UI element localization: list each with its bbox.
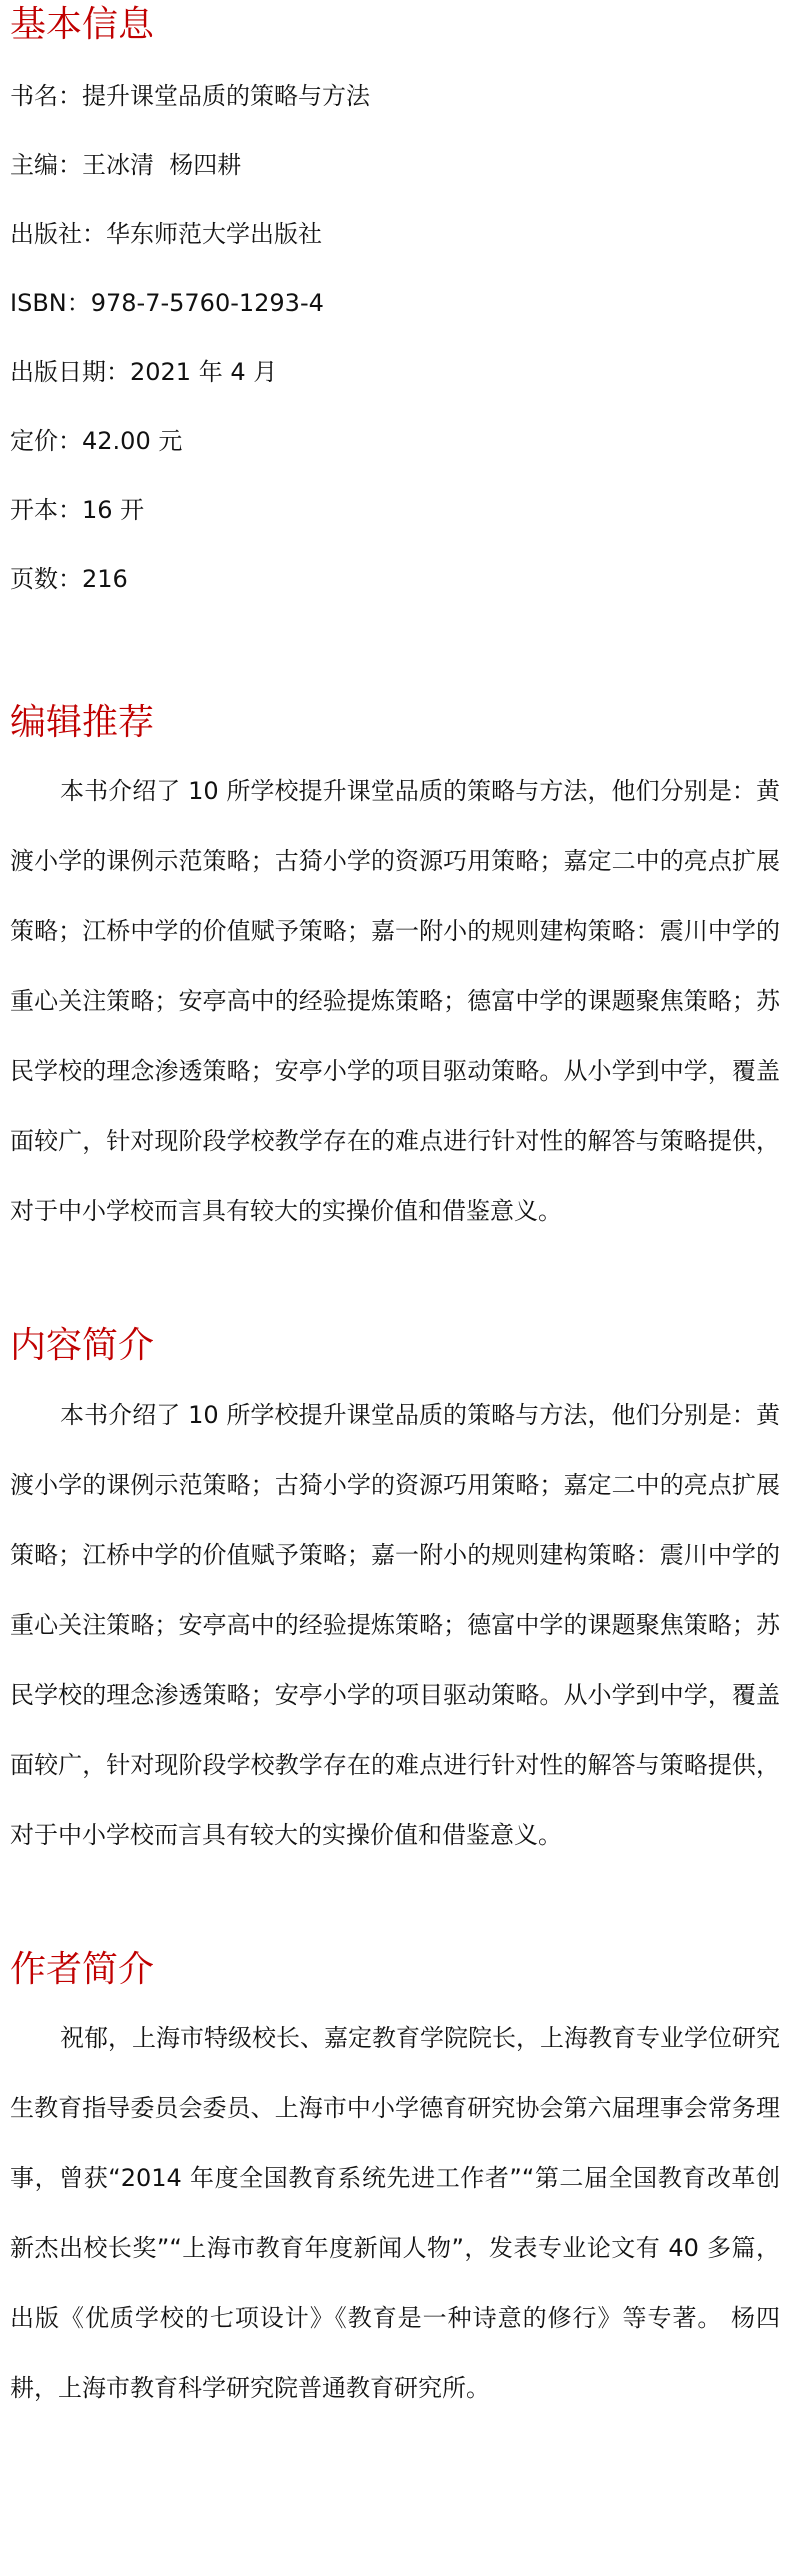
info-value: 提升课堂品质的策略与方法 xyxy=(82,82,370,110)
content-intro-text: 本书介绍了 10 所学校提升课堂品质的策略与方法，他们分别是：黄渡小学的课例示范策略；古猗小学的资源巧用策略；嘉定二中的亮点扩展策略；江桥中学的价值赋予策略；嘉一附小的规则建构策略：震川中学的重心关注策略；安亭高中的经验提炼策略；德富中学的课题聚焦策略；苏民学校的理念渗透策略；安亭小学的项目驱动策略。从小学到中学，覆盖面较广，针对现阶段学校教学存在的难点进行针对性的解答与策略提供，对于中小学校而言具有较大的实操价值和借鉴意义。 xyxy=(10,1401,780,1849)
info-value: 978-7-5760-1293-4 xyxy=(90,289,324,317)
info-line-isbn xyxy=(10,287,324,319)
section-title-author-intro: 作者简介 xyxy=(10,1949,155,1990)
info-value: 16 开 xyxy=(82,496,145,524)
info-value: 2021 年 4 月 xyxy=(130,358,278,386)
info-line-publisher xyxy=(10,218,322,250)
info-label: 出版日期： xyxy=(10,358,130,386)
info-line-book-name xyxy=(10,80,370,112)
info-label: 书名： xyxy=(10,82,82,110)
section-title-basic-info: 基本信息 xyxy=(10,4,155,45)
info-label: 页数： xyxy=(10,565,82,593)
section-title-content-intro: 内容简介 xyxy=(10,1325,155,1366)
info-value: 王冰清 杨四耕 xyxy=(82,151,242,179)
section-title-editor-recommend: 编辑推荐 xyxy=(10,702,155,743)
info-value: 华东师范大学出版社 xyxy=(106,220,322,248)
info-label: 开本： xyxy=(10,496,82,524)
info-line-publish-date xyxy=(10,356,277,388)
info-line-format xyxy=(10,494,144,526)
info-value: 216 xyxy=(82,565,128,593)
info-label: ISBN： xyxy=(10,289,91,317)
author-intro-text: 祝郁，上海市特级校长、嘉定教育学院院长，上海教育专业学位研究生教育指导委员会委员、上海市中小学德育研究协会第六届理事会常务理事，曾获“2014 年度全国教育系统先进工作者”“第二届全国教育改革创新杰出校长奖”“上海市教育年度新闻人物”，发表专业论文有 40 多篇，出版《优质学校的七项设计》《教育是一种诗意的修行》等专著。 杨四耕，上海市教育科学研究院普通教育研究所。 xyxy=(10,2024,780,2402)
info-label: 出版社： xyxy=(10,220,106,248)
info-label: 定价： xyxy=(10,427,82,455)
info-line-editor xyxy=(10,149,241,181)
info-line-price xyxy=(10,425,182,457)
info-label: 主编： xyxy=(10,151,82,179)
info-line-pages xyxy=(10,563,128,595)
info-value: 42.00 元 xyxy=(82,427,183,455)
editor-recommend-text: 本书介绍了 10 所学校提升课堂品质的策略与方法，他们分别是：黄渡小学的课例示范策略；古猗小学的资源巧用策略；嘉定二中的亮点扩展策略；江桥中学的价值赋予策略；嘉一附小的规则建构策略：震川中学的重心关注策略；安亭高中的经验提炼策略；德富中学的课题聚焦策略；苏民学校的理念渗透策略；安亭小学的项目驱动策略。从小学到中学，覆盖面较广，针对现阶段学校教学存在的难点进行针对性的解答与策略提供，对于中小学校而言具有较大的实操价值和借鉴意义。 xyxy=(10,777,780,1225)
